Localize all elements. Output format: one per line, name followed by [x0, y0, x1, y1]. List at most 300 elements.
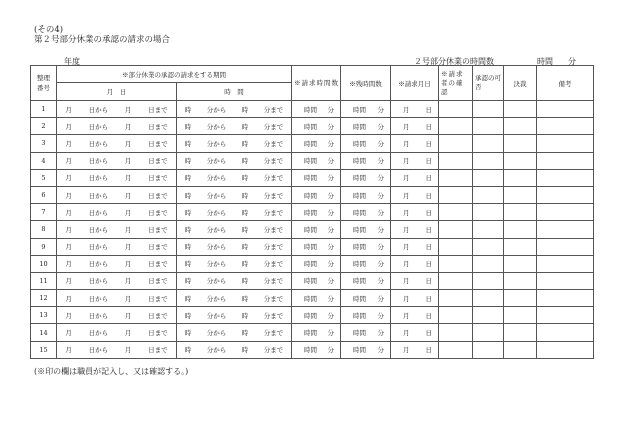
min-from-label: 分から	[206, 294, 227, 303]
day-label: 日	[425, 294, 432, 303]
hours-label: 時間	[304, 157, 317, 166]
request-date-cell[interactable]	[391, 221, 439, 238]
form-subtitle: (その4)	[34, 25, 64, 35]
request-date-cell[interactable]	[391, 135, 439, 152]
hour-label: 時	[184, 225, 192, 234]
approval-cell[interactable]	[473, 204, 504, 221]
minutes-label: 分	[327, 311, 334, 320]
requester-confirm-cell[interactable]	[439, 238, 473, 255]
remarks-cell[interactable]	[537, 135, 594, 152]
date-range-cell[interactable]	[57, 118, 177, 135]
request-date-cell[interactable]	[391, 186, 439, 203]
day-to-label: 日まで	[148, 174, 168, 183]
hour-label: 時	[184, 346, 192, 355]
table-row	[31, 341, 594, 358]
hour-label: 時	[241, 277, 249, 286]
remarks-cell[interactable]	[537, 101, 594, 118]
date-range-cell[interactable]	[57, 186, 177, 203]
time-range-cell[interactable]	[177, 169, 292, 186]
minutes-label: 分	[327, 174, 334, 183]
remarks-cell[interactable]	[537, 238, 594, 255]
date-range-cell[interactable]	[57, 272, 177, 289]
month-label: 月	[124, 105, 132, 114]
remarks-cell[interactable]	[537, 169, 594, 186]
date-range-cell[interactable]	[57, 204, 177, 221]
month-label: 月	[403, 105, 410, 114]
table-row	[31, 186, 594, 203]
month-label: 月	[124, 294, 132, 303]
day-label: 日	[425, 208, 432, 217]
time-range-cell[interactable]	[177, 341, 292, 358]
requester-confirm-cell[interactable]	[439, 101, 473, 118]
month-label: 月	[403, 260, 410, 269]
hours-label: 時間	[304, 225, 317, 234]
time-range-cell[interactable]	[177, 290, 292, 307]
month-label: 月	[403, 329, 410, 338]
row-number: 11	[31, 272, 57, 289]
day-from-label: 日から	[88, 122, 109, 131]
table-row	[31, 290, 594, 307]
minutes-label: 分	[377, 105, 384, 114]
month-label: 月	[403, 346, 410, 355]
requested-hours-cell[interactable]	[292, 255, 341, 272]
date-range-cell[interactable]	[57, 324, 177, 341]
date-range-cell[interactable]	[57, 152, 177, 169]
minutes-label: 分	[327, 277, 334, 286]
day-from-label: 日から	[88, 174, 109, 183]
minutes-label: 分	[327, 208, 334, 217]
day-to-label: 日まで	[148, 329, 168, 338]
hour-label: 時	[184, 294, 192, 303]
minutes-label: 分	[377, 346, 384, 355]
decision-cell[interactable]	[504, 186, 537, 203]
min-to-label: 分まで	[263, 329, 284, 338]
remaining-hours-cell[interactable]	[341, 186, 391, 203]
decision-cell[interactable]	[504, 204, 537, 221]
min-to-label: 分まで	[263, 294, 284, 303]
time-range-cell[interactable]	[177, 204, 292, 221]
day-from-label: 日から	[88, 277, 109, 286]
request-date-cell[interactable]	[391, 238, 439, 255]
month-label: 月	[403, 208, 410, 217]
min-from-label: 分から	[206, 122, 227, 131]
requester-confirm-cell[interactable]	[439, 307, 473, 324]
remaining-hours-cell[interactable]	[341, 135, 391, 152]
approval-cell[interactable]	[473, 238, 504, 255]
approval-cell[interactable]	[473, 255, 504, 272]
remarks-cell[interactable]	[537, 204, 594, 221]
remaining-hours-cell[interactable]	[341, 290, 391, 307]
request-date-cell[interactable]	[391, 255, 439, 272]
date-range-cell[interactable]	[57, 290, 177, 307]
approval-cell[interactable]	[473, 101, 504, 118]
table-row	[31, 307, 594, 324]
hour-label: 時	[184, 329, 192, 338]
requested-hours-cell[interactable]	[292, 272, 341, 289]
day-from-label: 日から	[88, 243, 109, 252]
approval-cell[interactable]	[473, 341, 504, 358]
remarks-cell[interactable]	[537, 272, 594, 289]
hours-label: 時間	[353, 346, 366, 355]
day-label: 日	[425, 260, 432, 269]
decision-cell[interactable]	[504, 238, 537, 255]
minutes-label: 分	[377, 157, 384, 166]
minutes-label: 分	[377, 191, 384, 200]
remarks-cell[interactable]	[537, 118, 594, 135]
month-label: 月	[403, 225, 410, 234]
min-to-label: 分まで	[263, 139, 284, 148]
request-date-cell[interactable]	[391, 307, 439, 324]
time-range-cell[interactable]	[177, 238, 292, 255]
month-label: 月	[124, 243, 132, 252]
month-label: 月	[65, 139, 72, 148]
hours-label: 時間	[304, 122, 317, 131]
approval-cell[interactable]	[473, 186, 504, 203]
row-number: 14	[31, 324, 57, 341]
time-range-cell[interactable]	[177, 307, 292, 324]
decision-cell[interactable]	[504, 118, 537, 135]
hour-label: 時	[241, 191, 249, 200]
part-time-leave-hours-label: ２号部分休業の時間数	[414, 57, 494, 66]
hour-label: 時	[184, 260, 192, 269]
requested-hours-cell[interactable]	[292, 324, 341, 341]
remaining-hours-cell[interactable]	[341, 101, 391, 118]
requester-confirm-cell[interactable]	[439, 118, 473, 135]
hour-label: 時	[184, 277, 192, 286]
requested-hours-cell[interactable]	[292, 290, 341, 307]
header-date: 月 日	[57, 83, 177, 101]
request-date-cell[interactable]	[391, 152, 439, 169]
decision-cell[interactable]	[504, 255, 537, 272]
row-number: 7	[31, 204, 57, 221]
remaining-hours-cell[interactable]	[341, 152, 391, 169]
day-label: 日	[425, 122, 432, 131]
date-range-cell[interactable]	[57, 307, 177, 324]
requester-confirm-cell[interactable]	[439, 204, 473, 221]
date-range-cell[interactable]	[57, 169, 177, 186]
requester-confirm-cell[interactable]	[439, 341, 473, 358]
requester-confirm-cell[interactable]	[439, 221, 473, 238]
minutes-label: 分	[327, 294, 334, 303]
day-to-label: 日まで	[148, 105, 168, 114]
requested-hours-cell[interactable]	[292, 101, 341, 118]
approval-cell[interactable]	[473, 290, 504, 307]
requester-confirm-cell[interactable]	[439, 152, 473, 169]
month-label: 月	[403, 157, 410, 166]
decision-cell[interactable]	[504, 341, 537, 358]
time-range-cell[interactable]	[177, 186, 292, 203]
header-approval: 承認の可否	[473, 66, 504, 101]
approval-cell[interactable]	[473, 221, 504, 238]
remarks-cell[interactable]	[537, 341, 594, 358]
approval-cell[interactable]	[473, 169, 504, 186]
time-range-cell[interactable]	[177, 152, 292, 169]
remarks-cell[interactable]	[537, 290, 594, 307]
decision-cell[interactable]	[504, 272, 537, 289]
requested-hours-cell[interactable]	[292, 135, 341, 152]
hour-label: 時	[184, 122, 192, 131]
row-number: 3	[31, 135, 57, 152]
row-number: 15	[31, 341, 57, 358]
decision-cell[interactable]	[504, 324, 537, 341]
hours-label: 時間	[304, 243, 317, 252]
month-label: 月	[124, 346, 132, 355]
approval-cell[interactable]	[473, 272, 504, 289]
date-range-cell[interactable]	[57, 221, 177, 238]
header-period: ※部分休業の承認の請求をする期間	[57, 66, 292, 83]
header-remarks: 備考	[537, 66, 594, 101]
min-from-label: 分から	[206, 329, 227, 338]
requested-hours-cell[interactable]	[292, 152, 341, 169]
hours-label: 時間	[353, 208, 366, 217]
month-label: 月	[65, 329, 72, 338]
day-from-label: 日から	[88, 157, 109, 166]
hour-label: 時	[241, 157, 249, 166]
remarks-cell[interactable]	[537, 221, 594, 238]
request-date-cell[interactable]	[391, 290, 439, 307]
decision-cell[interactable]	[504, 290, 537, 307]
table-row	[31, 135, 594, 152]
hours-label: 時間	[353, 260, 366, 269]
min-from-label: 分から	[206, 105, 227, 114]
hour-label: 時	[184, 105, 192, 114]
hour-label: 時	[184, 191, 192, 200]
hours-label: 時間	[353, 294, 366, 303]
day-to-label: 日まで	[148, 260, 168, 269]
request-date-cell[interactable]	[391, 324, 439, 341]
day-from-label: 日から	[88, 260, 109, 269]
date-range-cell[interactable]	[57, 135, 177, 152]
requested-hours-cell[interactable]	[292, 204, 341, 221]
row-number: 1	[31, 101, 57, 118]
day-from-label: 日から	[88, 311, 109, 320]
time-range-cell[interactable]	[177, 272, 292, 289]
hour-label: 時	[184, 243, 192, 252]
approval-cell[interactable]	[473, 324, 504, 341]
month-label: 月	[124, 311, 132, 320]
min-from-label: 分から	[206, 243, 227, 252]
minutes-unit: 分	[568, 57, 576, 66]
day-label: 日	[425, 277, 432, 286]
hour-label: 時	[241, 260, 249, 269]
decision-cell[interactable]	[504, 307, 537, 324]
requester-confirm-cell[interactable]	[439, 169, 473, 186]
remaining-hours-cell[interactable]	[341, 204, 391, 221]
time-range-cell[interactable]	[177, 255, 292, 272]
minutes-label: 分	[327, 139, 334, 148]
minutes-label: 分	[377, 122, 384, 131]
remaining-hours-cell[interactable]	[341, 169, 391, 186]
header-request-date: ※請求月日	[391, 66, 439, 101]
time-range-cell[interactable]	[177, 118, 292, 135]
remarks-cell[interactable]	[537, 307, 594, 324]
header-requested-hours: ※請求時間数	[292, 66, 341, 101]
day-to-label: 日まで	[148, 122, 168, 131]
hours-label: 時間	[353, 105, 366, 114]
time-range-cell[interactable]	[177, 324, 292, 341]
request-date-cell[interactable]	[391, 204, 439, 221]
requested-hours-cell[interactable]	[292, 221, 341, 238]
day-to-label: 日まで	[148, 208, 168, 217]
day-to-label: 日まで	[148, 243, 168, 252]
form-title: 第２号部分休業の承認の請求の場合	[34, 35, 171, 45]
request-date-cell[interactable]	[391, 341, 439, 358]
time-range-cell[interactable]	[177, 101, 292, 118]
min-from-label: 分から	[206, 277, 227, 286]
remaining-hours-cell[interactable]	[341, 221, 391, 238]
hour-label: 時	[241, 311, 249, 320]
hour-label: 時	[241, 243, 249, 252]
date-range-cell[interactable]	[57, 238, 177, 255]
minutes-label: 分	[377, 225, 384, 234]
requester-confirm-cell[interactable]	[439, 186, 473, 203]
request-date-cell[interactable]	[391, 118, 439, 135]
request-date-cell[interactable]	[391, 272, 439, 289]
request-date-cell[interactable]	[391, 101, 439, 118]
approval-cell[interactable]	[473, 135, 504, 152]
time-range-cell[interactable]	[177, 221, 292, 238]
date-range-cell[interactable]	[57, 255, 177, 272]
requester-confirm-cell[interactable]	[439, 290, 473, 307]
requested-hours-cell[interactable]	[292, 341, 341, 358]
month-label: 月	[124, 191, 132, 200]
min-to-label: 分まで	[263, 174, 284, 183]
requested-hours-cell[interactable]	[292, 118, 341, 135]
remaining-hours-cell[interactable]	[341, 118, 391, 135]
hour-label: 時	[184, 208, 192, 217]
decision-cell[interactable]	[504, 152, 537, 169]
month-label: 月	[65, 243, 72, 252]
hours-label: 時間	[304, 191, 317, 200]
min-from-label: 分から	[206, 225, 227, 234]
minutes-label: 分	[327, 122, 334, 131]
remaining-hours-cell[interactable]	[341, 272, 391, 289]
date-range-cell[interactable]	[57, 101, 177, 118]
row-number: 8	[31, 221, 57, 238]
approval-cell[interactable]	[473, 152, 504, 169]
hours-label: 時間	[304, 260, 317, 269]
hours-label: 時間	[304, 311, 317, 320]
row-number: 10	[31, 255, 57, 272]
requested-hours-cell[interactable]	[292, 307, 341, 324]
month-label: 月	[403, 277, 410, 286]
hours-unit: 時間	[537, 57, 553, 66]
remaining-hours-cell[interactable]	[341, 307, 391, 324]
remarks-cell[interactable]	[537, 152, 594, 169]
request-date-cell[interactable]	[391, 169, 439, 186]
hour-label: 時	[241, 139, 249, 148]
remaining-hours-cell[interactable]	[341, 255, 391, 272]
hour-label: 時	[241, 122, 249, 131]
approval-cell[interactable]	[473, 307, 504, 324]
decision-cell[interactable]	[504, 135, 537, 152]
header-requester-confirm: ※請求者の確認	[439, 66, 473, 101]
minutes-label: 分	[377, 243, 384, 252]
table-row	[31, 152, 594, 169]
requested-hours-cell[interactable]	[292, 186, 341, 203]
hours-label: 時間	[353, 191, 366, 200]
table-row	[31, 118, 594, 135]
month-label: 月	[124, 277, 132, 286]
minutes-label: 分	[377, 277, 384, 286]
day-label: 日	[425, 346, 432, 355]
minutes-label: 分	[327, 105, 334, 114]
requester-confirm-cell[interactable]	[439, 135, 473, 152]
hours-label: 時間	[353, 311, 366, 320]
hours-label: 時間	[353, 157, 366, 166]
decision-cell[interactable]	[504, 101, 537, 118]
month-label: 月	[124, 174, 132, 183]
header-decision: 決裁	[504, 66, 537, 101]
hours-label: 時間	[304, 329, 317, 338]
requester-confirm-cell[interactable]	[439, 272, 473, 289]
month-label: 月	[65, 208, 72, 217]
min-from-label: 分から	[206, 208, 227, 217]
day-label: 日	[425, 105, 432, 114]
min-from-label: 分から	[206, 174, 227, 183]
hours-label: 時間	[353, 243, 366, 252]
remaining-hours-cell[interactable]	[341, 324, 391, 341]
min-from-label: 分から	[206, 139, 227, 148]
month-label: 月	[403, 174, 410, 183]
remaining-hours-cell[interactable]	[341, 238, 391, 255]
hours-label: 時間	[353, 225, 366, 234]
day-to-label: 日まで	[148, 346, 168, 355]
row-number: 13	[31, 307, 57, 324]
min-from-label: 分から	[206, 191, 227, 200]
hour-label: 時	[241, 329, 249, 338]
month-label: 月	[65, 346, 72, 355]
minutes-label: 分	[377, 139, 384, 148]
remarks-cell[interactable]	[537, 186, 594, 203]
hour-label: 時	[184, 157, 192, 166]
month-label: 月	[403, 139, 410, 148]
minutes-label: 分	[327, 243, 334, 252]
remarks-cell[interactable]	[537, 255, 594, 272]
hour-label: 時	[241, 225, 249, 234]
day-label: 日	[425, 139, 432, 148]
day-to-label: 日まで	[148, 157, 168, 166]
decision-cell[interactable]	[504, 221, 537, 238]
header-remaining-hours: ※残時間数	[341, 66, 391, 101]
requested-hours-cell[interactable]	[292, 169, 341, 186]
day-to-label: 日まで	[148, 294, 168, 303]
hour-label: 時	[241, 294, 249, 303]
min-to-label: 分まで	[263, 105, 284, 114]
minutes-label: 分	[327, 191, 334, 200]
approval-cell[interactable]	[473, 118, 504, 135]
hours-label: 時間	[353, 277, 366, 286]
hour-label: 時	[241, 208, 249, 217]
min-to-label: 分まで	[263, 122, 284, 131]
minutes-label: 分	[327, 157, 334, 166]
month-label: 月	[124, 329, 132, 338]
remaining-hours-cell[interactable]	[341, 341, 391, 358]
requested-hours-cell[interactable]	[292, 238, 341, 255]
remarks-cell[interactable]	[537, 324, 594, 341]
footnote: (※印の欄は職員が記入し、又は確認する。)	[34, 367, 189, 376]
decision-cell[interactable]	[504, 169, 537, 186]
requester-confirm-cell[interactable]	[439, 324, 473, 341]
day-to-label: 日まで	[148, 277, 168, 286]
time-range-cell[interactable]	[177, 135, 292, 152]
requester-confirm-cell[interactable]	[439, 255, 473, 272]
day-label: 日	[425, 191, 432, 200]
row-number: 2	[31, 118, 57, 135]
day-label: 日	[425, 157, 432, 166]
date-range-cell[interactable]	[57, 341, 177, 358]
hour-label: 時	[241, 105, 249, 114]
